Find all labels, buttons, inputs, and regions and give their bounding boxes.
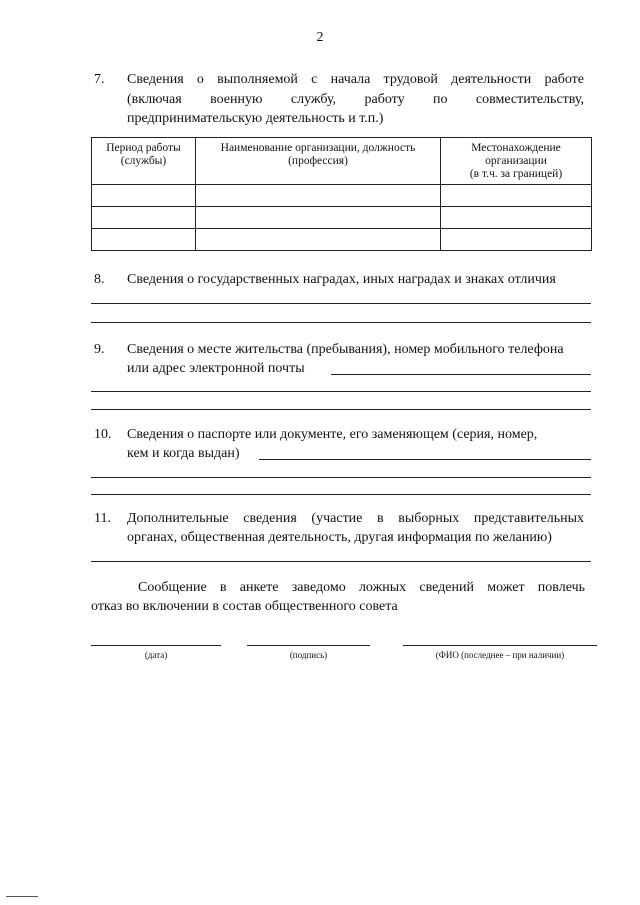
section-10-answer-line-1[interactable] bbox=[91, 477, 591, 478]
section-8-answer-line-1[interactable] bbox=[91, 303, 591, 304]
section-9-inline-answer-line[interactable] bbox=[331, 374, 591, 375]
full-name-line[interactable] bbox=[403, 645, 597, 646]
section-7-line-1: Сведения о выполняемой с начала трудовой деятельности работе bbox=[127, 72, 584, 87]
section-11-answer-line[interactable] bbox=[91, 561, 591, 562]
section-9-answer-line-1[interactable] bbox=[91, 391, 591, 392]
section-7-line-3: предпринимательскую деятельность и т.п.) bbox=[127, 111, 384, 126]
table-row bbox=[92, 185, 592, 207]
section-9-line-1: Сведения о месте жительства (пребывания), номер мобильного телефона bbox=[127, 342, 564, 357]
table-cell[interactable] bbox=[196, 207, 441, 229]
table-cell[interactable] bbox=[441, 185, 592, 207]
table-cell[interactable] bbox=[441, 207, 592, 229]
section-10-inline-answer-line[interactable] bbox=[259, 459, 591, 460]
section-11-line-2: органах, общественная деятельность, другая информация по желанию) bbox=[127, 530, 552, 545]
date-line[interactable] bbox=[91, 645, 221, 646]
section-11-number: 11. bbox=[94, 511, 111, 526]
section-9-number: 9. bbox=[94, 342, 105, 357]
column-header-period: Период работы (службы) bbox=[92, 138, 196, 185]
section-11-line-1: Дополнительные сведения (участие в выборных представительных bbox=[127, 511, 584, 526]
work-history-table bbox=[91, 137, 592, 251]
table-cell[interactable] bbox=[92, 207, 196, 229]
signature-label: (подпись) bbox=[289, 650, 328, 660]
section-8-number: 8. bbox=[94, 272, 105, 287]
section-7-number: 7. bbox=[94, 72, 105, 87]
footer-mark bbox=[6, 896, 38, 897]
table-cell[interactable] bbox=[92, 185, 196, 207]
warning-line-2: отказ во включении в состав общественного совета bbox=[91, 599, 398, 614]
full-name-label: (ФИО (последнее – при наличии) bbox=[435, 650, 565, 660]
table-cell[interactable] bbox=[441, 229, 592, 251]
column-header-location: Местонахождение организации (в т.ч. за границей) bbox=[441, 138, 592, 185]
section-8-answer-line-2[interactable] bbox=[91, 322, 591, 323]
table-cell[interactable] bbox=[92, 229, 196, 251]
section-9-answer-line-2[interactable] bbox=[91, 409, 591, 410]
table-row bbox=[92, 229, 592, 251]
table-header-row bbox=[92, 138, 592, 185]
date-label: (дата) bbox=[144, 650, 168, 660]
section-10-answer-line-2[interactable] bbox=[91, 494, 591, 495]
section-10-number: 10. bbox=[94, 427, 112, 442]
table-cell[interactable] bbox=[196, 229, 441, 251]
section-10-line-2: кем и когда выдан) bbox=[127, 446, 240, 461]
section-10-line-1: Сведения о паспорте или документе, его заменяющем (серия, номер, bbox=[127, 427, 538, 442]
table-row bbox=[92, 207, 592, 229]
page-number: 2 bbox=[316, 30, 324, 45]
table-cell[interactable] bbox=[196, 185, 441, 207]
section-9-line-2: или адрес электронной почты bbox=[127, 361, 305, 376]
section-8-text: Сведения о государственных наградах, иных наградах и знаках отличия bbox=[127, 272, 556, 287]
warning-line-1: Сообщение в анкете заведомо ложных сведений может повлечь bbox=[138, 580, 585, 595]
column-header-organization: Наименование организации, должность (профессия) bbox=[196, 138, 441, 185]
section-7-line-2: (включая военную службу, работу по совместительству, bbox=[127, 92, 584, 107]
signature-line[interactable] bbox=[247, 645, 370, 646]
